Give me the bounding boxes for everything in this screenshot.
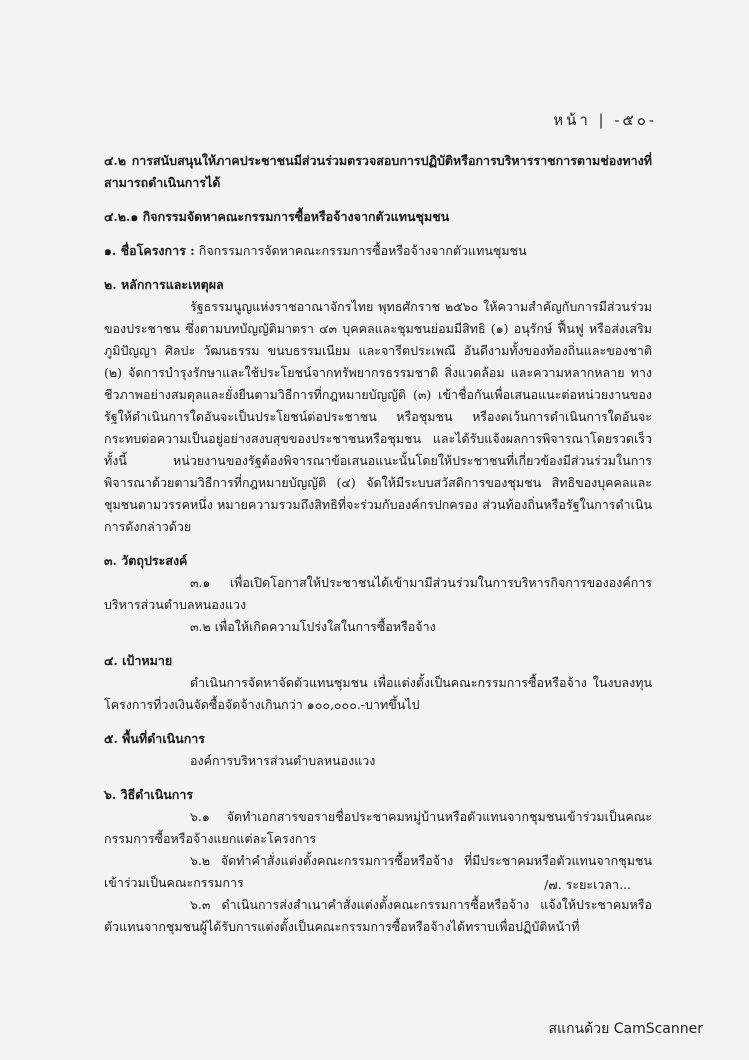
area-text: องค์การบริหารส่วนตำบลหนองแวง (190, 753, 376, 768)
objective-item: ๓.๒ เพื่อให้เกิดความโปร่งใสในการซื้อหรือจ้าง (190, 619, 436, 634)
project-name-label: ๑. ชื่อโครงการ : (104, 243, 195, 258)
method-item: ๖.๓ ดำเนินการส่งสำเนาคำสั่งแต่งตั้งคณะกรรมการซื้อหรือจ้าง แจ้งให้ประชาคมหรือตัวแทนจากชุมชนผู้ได้รับการแต่งตั้งเป็นคณะกรรมการซื้อหรือจ้างได้ทราบเพื่อปฏิบัติหน้าที่ (104, 897, 652, 934)
method-item: ๖.๑ จัดทำเอกสารขอรายชื่อประชาคมหมู่บ้านหรือตัวแทนจากชุมชนเข้าร่วมเป็นคณะกรรมการซื้อหรือจ้างแยกแต่ละโครงการ (104, 809, 652, 846)
project-name-line (104, 240, 652, 262)
target-heading: ๔. เป้าหมาย (104, 653, 173, 668)
target-text: ดำเนินการจัดหาจัดตัวแทนชุมชน เพื่อแต่งตั้งเป็นคณะกรรมการซื้อหรือจ้าง ในงบลงทุนโครงการที่วงเงินจัดซื้อจัดจ้างเกินกว่า ๑๐๐,๐๐๐.-บาทขึ้นไป (104, 675, 652, 712)
principles-heading: ๒. หลักการและเหตุผล (104, 277, 224, 292)
objectives-heading: ๓. วัตถุประสงค์ (104, 553, 188, 568)
scanner-watermark: สแกนด้วย CamScanner (548, 1021, 703, 1037)
objective-item: ๓.๑ เพื่อเปิดโอกาสให้ประชาชนได้เข้ามามีส่วนร่วมในการบริหารกิจการขององค์การบริหารส่วนตำบลหนองแวง (104, 575, 652, 612)
activity-heading: ๔.๒.๑ กิจกรรมจัดหาคณะกรรมการซื้อหรือจ้างจากตัวแทนชุมชน (104, 209, 450, 224)
area-heading: ๕. พื้นที่ดำเนินการ (104, 731, 205, 746)
document-body (104, 150, 652, 938)
section-heading: ๔.๒ การสนับสนุนให้ภาคประชาชนมีส่วนร่วมตรวจสอบการปฏิบัติหรือการบริหารราชการตามช่องทางที่สามารถดำเนินการได้ (104, 153, 652, 190)
method-item: ๖.๒ จัดทำคำสั่งแต่งตั้งคณะกรรมการซื้อหรือจ้าง ที่มีประชาคมหรือตัวแทนจากชุมชนเข้าร่วมเป็นคณะกรรมการ (104, 853, 652, 890)
project-name-value: กิจกรรมการจัดหาคณะกรรมการซื้อหรือจ้างจากตัวแทนชุมชน (194, 243, 527, 258)
page-number: หน้า | -๕๐- (553, 111, 657, 129)
continuation-note: /๗. ระยะเวลา... (544, 877, 631, 892)
method-heading: ๖. วิธีดำเนินการ (104, 787, 194, 802)
principles-text: รัฐธรรมนูญแห่งราชอาณาจักรไทย พุทธศักราช ๒๕๖๐ ให้ความสำคัญกับการมีส่วนร่วมของประชาชน ซึ่งตามบทบัญญัติมาตรา ๔๓ บุคคลและชุมชนย่อมมีสิทธิ (๑) อนุรักษ์ ฟื้นฟู หรือส่งเสริมภูมิปัญญา ศิลปะ วัฒนธรรม ขนบธรรมเนียม และจารีตประเพณี อันดีงามทั้งของท้องถิ่นและของชาติ (๒) จัดการบำรุงรักษาและใช้ประโยชน์จากทรัพยากรธรรมชาติ สิ่งแวดล้อม และความหลากหลาย ทางชีวภาพอย่างสมดุลและยั่งยืนตามวิธีการที่กฎหมายบัญญัติ (๓) เข้าชื่อกันเพื่อเสนอแนะต่อหน่วยงานของรัฐให้ดำเนินการใดอันจะเป็นประโยชน์ต่อประชาชน หรือชุมชน หรืองดเว้นการดำเนินการใดอันจะกระทบต่อความเป็นอยู่อย่างสงบสุขของประชาชนหรือชุมชน และได้รับแจ้งผลการพิจารณาโดยรวดเร็ว ทั้งนี้ หน่วยงานของรัฐต้องพิจารณาข้อเสนอแนะนั้นโดยให้ประชาชนที่เกี่ยวข้องมีส่วนร่วมในการพิจารณาด้วยตามวิธีการที่กฎหมายบัญญัติ (๔) จัดให้มีระบบสวัสดิการของชุมชน สิทธิของบุคคลและชุมชนตามวรรคหนึ่ง หมายความรวมถึงสิทธิที่จะร่วมกับองค์กรปกครอง ส่วนท้องถิ่นหรือรัฐในการดำเนินการดังกล่าวด้วย (104, 299, 652, 534)
